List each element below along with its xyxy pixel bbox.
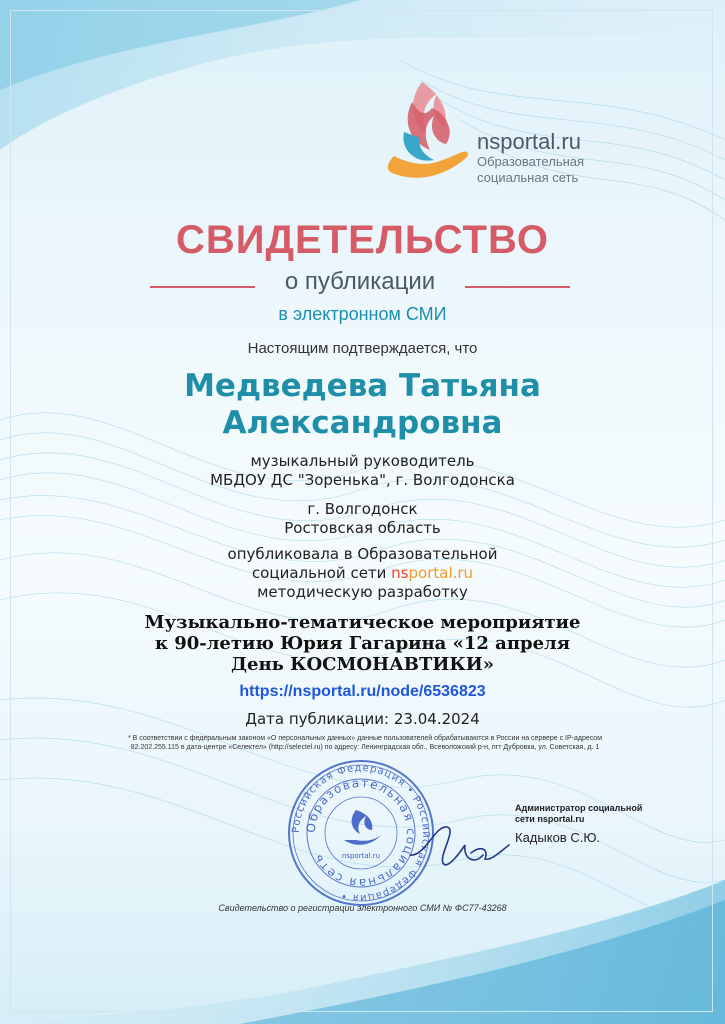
- person-job: [0, 452, 725, 490]
- publication-line1: опубликовала в Образовательной: [227, 545, 498, 563]
- brand-ns: ns: [391, 564, 409, 582]
- publication-line2-prefix: социальной сети: [251, 564, 392, 582]
- svg-text:Образовательная социальная сет: [304, 776, 418, 890]
- work-title-line3: День КОСМОНАВТИКИ»: [230, 654, 494, 675]
- admin-name: Кадыков С.Ю.: [515, 830, 601, 845]
- admin-title-line2: сети nsportal.ru: [515, 814, 585, 824]
- publication-link[interactable]: https://nsportal.ru/node/6536823: [239, 683, 486, 700]
- logo-subtitle-1: Образовательная: [477, 154, 585, 169]
- publication-line2: [0, 564, 725, 583]
- brand-portal: portal.ru: [408, 564, 474, 582]
- stamp-flame-icon: [344, 810, 382, 845]
- logo-name: nsportal.ru: [477, 129, 581, 154]
- stamp-inner-text: Образовательная социальная сеть: [303, 775, 419, 891]
- person-region: Ростовская область: [284, 519, 441, 537]
- legal-footnote: [95, 734, 635, 752]
- logo-text: [477, 130, 584, 186]
- footnote-line2: 82.202.255.115 в дата-центре «Селектел» (http://selectel.ru) по адресу: Ленинградская обл., Всеволожский р-н, пгт Дубровка, ул. Советская, д. 1: [130, 744, 600, 751]
- work-title-line2: к 90-летию Юрия Гагарина «12 апреля: [154, 633, 571, 654]
- confirm-text: Настоящим подтверждается, что: [247, 340, 478, 357]
- publication-date: Дата публикации: 23.04.2024: [245, 710, 480, 728]
- footnote-line1: * В соответствии с федеральным законом «О персональных данных» данные пользователей обрабатываются в России на сервере с IP-адресом: [127, 735, 603, 742]
- subtitle-row: [150, 268, 570, 302]
- work-title-line1: Музыкально-тематическое мероприятие: [144, 612, 581, 633]
- registration-note: Свидетельство о регистрации электронного СМИ № ФС77-43268: [218, 903, 507, 913]
- logo-subtitle-2: социальная сеть: [477, 170, 579, 185]
- media-label: в электронном СМИ: [278, 304, 447, 324]
- person-name-line1: Медведева Татьяна: [184, 368, 541, 404]
- subtitle-line-right: [465, 286, 570, 288]
- stamp-center-label: nsportal.ru: [341, 852, 381, 860]
- person-name-line2: Александровна: [222, 405, 503, 441]
- publication-line3: методическую разработку: [257, 583, 468, 601]
- person-location: [0, 500, 725, 538]
- admin-title-line1: Администратор социальной: [515, 803, 643, 813]
- certificate-title: СВИДЕТЕЛЬСТВО: [176, 218, 549, 262]
- publication-statement: [0, 545, 725, 602]
- admin-title: [515, 803, 642, 825]
- stamp-outer-text: Российская Федерация • Российская Федерация •: [290, 762, 432, 904]
- work-title: [0, 612, 725, 675]
- person-position: музыкальный руководитель: [250, 452, 475, 470]
- signature: [405, 815, 515, 875]
- flame-hand-logo-icon: [382, 72, 482, 192]
- person-organization: МБДОУ ДС "Зоренька", г. Волгодонска: [210, 471, 515, 489]
- person-name: [0, 368, 725, 442]
- person-city: г. Волгодонск: [307, 500, 418, 518]
- certificate-subtitle: о публикации: [284, 268, 436, 295]
